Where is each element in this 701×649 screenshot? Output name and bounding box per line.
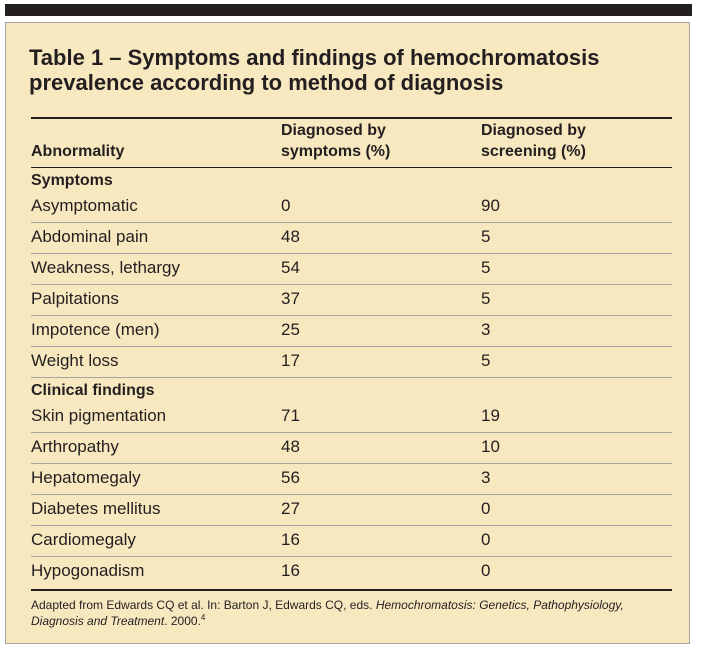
cell-abnormality: Hypogonadism: [31, 561, 145, 580]
table-row: [31, 494, 672, 526]
cell-symptoms-percent: 48: [281, 437, 300, 456]
cell-symptoms-percent: 71: [281, 406, 300, 425]
header-symptoms-line-2: symptoms (%): [281, 143, 391, 160]
table-top-rule: [31, 117, 672, 119]
table-bottom-rule: [31, 589, 672, 591]
title-line-2: prevalence according to method of diagnosis: [29, 70, 504, 95]
cell-abnormality: Diabetes mellitus: [31, 499, 161, 518]
table-row: [31, 556, 672, 587]
cell-screening-percent: 5: [481, 227, 491, 246]
header-screening-line-2: screening (%): [481, 143, 586, 160]
cell-screening-percent: 90: [481, 196, 500, 215]
table-row: [31, 253, 672, 285]
cell-abnormality: Arthropathy: [31, 437, 119, 456]
table-row: [31, 525, 672, 557]
footnote-book-title: Hemochromatosis: Genetics, Pathophysiology, Diagnosis and Treatment: [31, 598, 624, 628]
section-label-clinical-findings: Clinical findings: [31, 382, 155, 399]
cell-abnormality: Palpitations: [31, 289, 119, 308]
footnote-reference-number: 4: [200, 613, 206, 622]
top-bar: [5, 4, 692, 16]
footnote-suffix: . 2000.: [164, 614, 201, 628]
cell-symptoms-percent: 25: [281, 320, 300, 339]
cell-abnormality: Abdominal pain: [31, 227, 149, 246]
cell-abnormality: Cardiomegaly: [31, 530, 136, 549]
header-symptoms-line-1: Diagnosed by: [281, 122, 386, 139]
cell-symptoms-percent: 16: [281, 561, 300, 580]
cell-screening-percent: 3: [481, 320, 491, 339]
cell-symptoms-percent: 56: [281, 468, 300, 487]
table-row: [31, 432, 672, 464]
cell-symptoms-percent: 37: [281, 289, 300, 308]
cell-screening-percent: 0: [481, 530, 491, 549]
section-label-symptoms: Symptoms: [31, 172, 113, 189]
table-row: [31, 315, 672, 347]
cell-symptoms-percent: 17: [281, 351, 300, 370]
cell-abnormality: Hepatomegaly: [31, 468, 141, 487]
header-rule: [31, 167, 672, 168]
cell-screening-percent: 5: [481, 289, 491, 308]
header-screening-line-1: Diagnosed by: [481, 122, 586, 139]
cell-screening-percent: 10: [481, 437, 500, 456]
source-footnote: [31, 597, 671, 629]
table-row: [31, 191, 672, 223]
cell-abnormality: Skin pigmentation: [31, 406, 167, 425]
table-title: [29, 45, 669, 95]
cell-screening-percent: 0: [481, 499, 491, 518]
header-diagnosed-by-symptoms: [281, 120, 390, 162]
header-diagnosed-by-screening: [481, 120, 586, 162]
cell-abnormality: Impotence (men): [31, 320, 160, 339]
footnote-prefix: Adapted from Edwards CQ et al. In: Barton J, Edwards CQ, eds.: [31, 598, 376, 612]
table-row: [31, 401, 672, 433]
cell-symptoms-percent: 16: [281, 530, 300, 549]
table-row: [31, 463, 672, 495]
cell-symptoms-percent: 27: [281, 499, 300, 518]
cell-screening-percent: 5: [481, 351, 491, 370]
table-row: [31, 346, 672, 378]
header-abnormality: Abnormality: [31, 143, 125, 160]
cell-screening-percent: 3: [481, 468, 491, 487]
table-row: [31, 222, 672, 254]
title-line-1: Table 1 – Symptoms and findings of hemochromatosis: [29, 45, 600, 70]
cell-abnormality: Weakness, lethargy: [31, 258, 180, 277]
cell-symptoms-percent: 0: [281, 196, 291, 215]
cell-screening-percent: 0: [481, 561, 491, 580]
cell-symptoms-percent: 54: [281, 258, 300, 277]
cell-screening-percent: 19: [481, 406, 500, 425]
table-row: [31, 284, 672, 316]
table-panel: [5, 22, 690, 644]
cell-screening-percent: 5: [481, 258, 491, 277]
cell-abnormality: Asymptomatic: [31, 196, 138, 215]
cell-symptoms-percent: 48: [281, 227, 300, 246]
cell-abnormality: Weight loss: [31, 351, 119, 370]
